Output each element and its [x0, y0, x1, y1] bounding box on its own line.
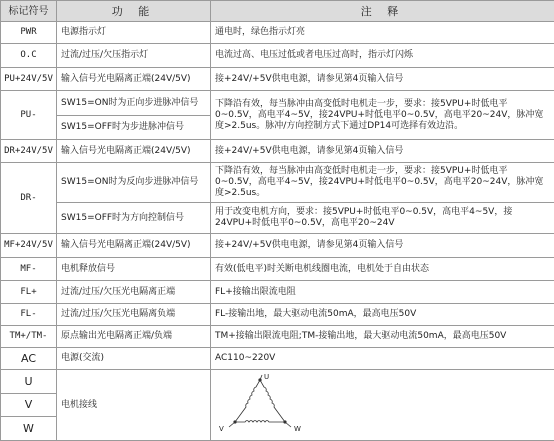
note-cell: 通电时，绿色指示灯亮	[211, 22, 554, 44]
function-cell: 过流/过压/欠压光电隔离正端	[57, 281, 211, 304]
coil-right-icon	[260, 380, 285, 422]
note-cell: 有效(低电平)时关断电机线圈电流，电机处于自由状态	[211, 258, 554, 281]
node-v-icon	[233, 420, 236, 423]
symbol-cell: AC	[1, 348, 57, 370]
symbol-cell: TM+/TM-	[1, 326, 57, 348]
note-cell: FL+接输出限流电阻	[211, 281, 554, 304]
function-cell: SW15=ON时为正向步进脉冲信号	[57, 91, 211, 116]
symbol-cell: U	[1, 370, 57, 394]
function-cell: SW15=OFF时为方向控制信号	[57, 203, 211, 234]
symbol-cell: DR+24V/5V	[1, 140, 57, 163]
function-cell: 电机释放信号	[57, 258, 211, 281]
symbol-cell: O.C	[1, 44, 57, 68]
table-row	[1, 203, 554, 234]
function-cell: SW15=OFF时为步进脉冲信号	[57, 116, 211, 140]
symbol-cell: V	[1, 393, 57, 417]
table-row	[1, 140, 554, 163]
symbol-cell: PWR	[1, 22, 57, 44]
function-cell: 输入信号光电隔离正端(24V/5V)	[57, 234, 211, 258]
function-cell: 电源(交流)	[57, 348, 211, 370]
table-row	[1, 348, 554, 370]
table-row	[1, 281, 554, 304]
note-cell: 接+24V/+5V供电电源，请参见第4页输入信号	[211, 68, 554, 91]
table-row	[1, 44, 554, 68]
note-cell: AC110~220V	[211, 348, 554, 370]
function-cell: 输入信号光电隔离正端(24V/5V)	[57, 68, 211, 91]
diagram-label-w: W	[294, 425, 301, 433]
symbol-cell: PU-	[1, 91, 57, 140]
node-u-icon	[258, 378, 261, 381]
symbol-cell: PU+24V/5V	[1, 68, 57, 91]
function-cell: 原点输出光电隔离正端/负端	[57, 326, 211, 348]
note-cell: 下降沿有效，每当脉冲由高变低时电机走一步，要求：接5VPU+时低电平0~0.5V，高电平4~5V，接24VPU+时低电平0~0.5V，高电平20~24V，脉冲宽度>2.5us。脉冲/方向控制方式下通过DP14可选择有效边沿。	[211, 91, 554, 140]
note-cell: 接+24V/+5V供电电源，请参见第4页输入信号	[211, 234, 554, 258]
function-cell: SW15=ON时为反向步进脉冲信号	[57, 163, 211, 203]
note-cell: TM+接输出限流电阻;TM-接输出地，最大驱动电流50mA，最高电压50V	[211, 326, 554, 348]
symbol-cell: W	[1, 417, 57, 441]
diagram-label-v: V	[219, 425, 224, 433]
motor-winding-diagram	[215, 372, 305, 434]
table-row	[1, 234, 554, 258]
function-cell: 输入信号光电隔离正端(24V/5V)	[57, 140, 211, 163]
function-cell: 电源指示灯	[57, 22, 211, 44]
table-row	[1, 163, 554, 203]
diagram-label-u: U	[264, 373, 269, 381]
table-row	[1, 304, 554, 326]
symbol-cell: FL-	[1, 304, 57, 326]
coil-left-icon	[235, 380, 260, 422]
function-cell: 过流/过压/欠压指示灯	[57, 44, 211, 68]
node-w-icon	[283, 420, 286, 423]
motor-wiring-diagram-cell	[211, 370, 554, 441]
coil-bottom-icon	[235, 421, 285, 423]
note-cell: 接+24V/+5V供电电源，请参见第4页输入信号	[211, 140, 554, 163]
table-row	[1, 370, 554, 394]
note-cell: 电流过高、电压过低或者电压过高时，指示灯闪烁	[211, 44, 554, 68]
symbol-cell: MF+24V/5V	[1, 234, 57, 258]
note-cell: 用于改变电机方向，要求：接5VPU+时低电平0~0.5V，高电平4~5V，接24VPU+时低电平0~0.5V，高电平20~24V	[211, 203, 554, 234]
table-row	[1, 91, 554, 116]
header-function: 功 能	[57, 1, 211, 22]
table-row	[1, 68, 554, 91]
function-cell: 电机接线	[57, 370, 211, 441]
table-row	[1, 258, 554, 281]
note-cell: FL-接输出地，最大驱动电流50mA，最高电压50V	[211, 304, 554, 326]
table-header-row	[1, 1, 554, 22]
header-symbol: 标记符号	[1, 1, 57, 22]
header-note: 注 释	[211, 1, 554, 22]
symbol-cell: FL+	[1, 281, 57, 304]
function-cell: 过流/过压/欠压光电隔离负端	[57, 304, 211, 326]
table-row	[1, 326, 554, 348]
table-row	[1, 22, 554, 44]
symbol-cell: DR-	[1, 163, 57, 234]
note-cell: 下降沿有效，每当脉冲由高变低时电机走一步，要求：接5VPU+时低电平0~0.5V，高电平4~5V，接24VPU+时低电平0~0.5V，高电平20~24V，脉冲宽度>2.5us。	[211, 163, 554, 203]
symbol-cell: MF-	[1, 258, 57, 281]
